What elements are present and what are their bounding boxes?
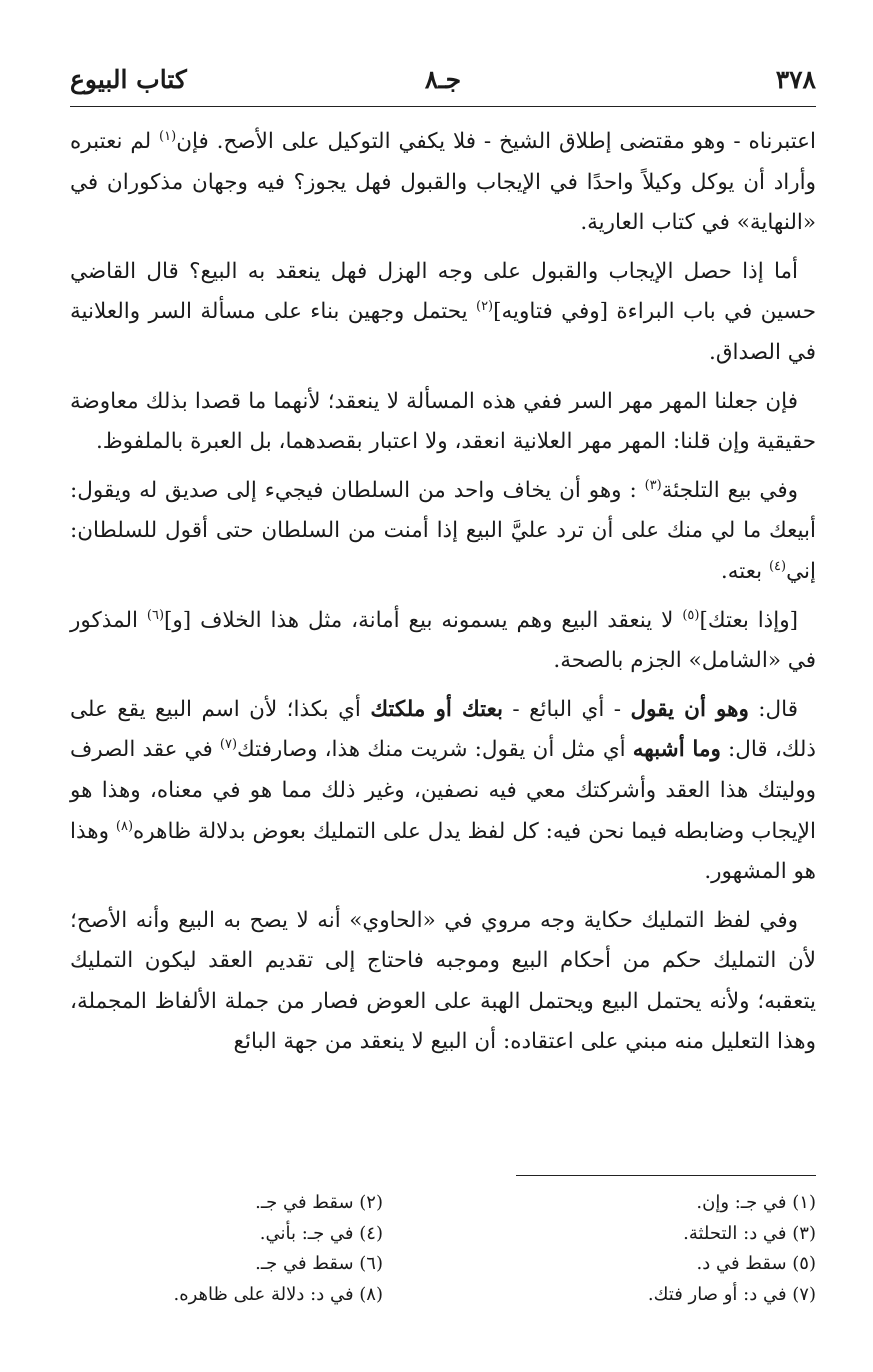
paragraph	[70, 901, 816, 1063]
text-run: يحتمل وجهين بناء على مسألة السر والعلانية في الصداق.	[70, 299, 816, 365]
footnote-row	[70, 1249, 816, 1280]
text-run: المذكور في «الشامل» الجزم بالصحة.	[70, 607, 816, 674]
footnote-marker: (٦)	[146, 607, 165, 623]
footnote-separator	[516, 1175, 816, 1176]
footnote-marker: (٣)	[644, 477, 662, 493]
text-run: قال:	[748, 696, 798, 722]
footnote: (٦) سقط في جـ.	[255, 1253, 383, 1274]
text-run: وفي بيع التلجئة	[661, 477, 798, 503]
book-title: كتاب البيوع	[70, 65, 187, 94]
footnote-row	[70, 1219, 816, 1250]
text-run: لا ينعقد البيع وهم يسمونه بيع أمانة، مثل هذا الخلاف [و]	[164, 607, 683, 633]
footnote: (٤) في جـ: بأني.	[259, 1222, 383, 1244]
text-run: بعته.	[720, 558, 769, 584]
header-rule	[70, 106, 816, 107]
text-run: - أي البائع -	[502, 696, 631, 722]
text-run: [وإذا بعتك]	[699, 607, 798, 633]
footnote: (٢) سقط في جـ.	[255, 1192, 383, 1213]
paragraph	[70, 690, 816, 893]
footnote-row	[70, 1188, 816, 1219]
text-run: وفي لفظ التمليك حكاية وجه مروي في «الحاوي» أنه لا يصح به البيع وأنه الأصح؛ لأن التمليك حكم من أحكام البيع وموجبه فاحتاج إلى تقديم العقد ليكون التمليك يتعقبه؛ ولأنه يحتمل البيع ويحتمل الهبة على العوض فصار من جملة الألفاظ المجملة، وهذا التعليل منه مبني على اعتقاده: أن البيع لا ينعقد من جهة البائع	[70, 907, 816, 1055]
footnote: (٧) في د: أو صار فتك.	[647, 1283, 816, 1305]
footnote-marker: (٧)	[219, 737, 238, 753]
text-run: أي بكذا؛ لأن اسم البيع يقع على ذلك، قال:	[70, 696, 817, 763]
footnote: (١) في جـ: وإن.	[696, 1192, 816, 1213]
text-run: أما إذا حصل الإيجاب والقبول على وجه الهزل فهل ينعقد به البيع؟ قال القاضي حسين في باب البراءة [وفي فتاويه]	[70, 258, 816, 325]
footnote: (٥) سقط في د.	[696, 1253, 816, 1274]
text-run: فإن جعلنا المهر مهر السر ففي هذه المسألة لا ينعقد؛ لأنهما ما قصدا بذلك معاوضة حقيقية وإن قلنا: المهر مهر العلانية انعقد، ولا اعتبار بقصدهما، بل العبرة بالملفوظ.	[70, 388, 816, 455]
paragraph	[70, 122, 816, 244]
footnote-marker: (٢)	[475, 299, 494, 315]
text-run: لم نعتبره وأراد أن يوكل وكيلاً واحدًا في الإيجاب والقبول فهل يجوز؟ فيه وجهان مذكوران في «النهاية» في كتاب العارية.	[70, 129, 816, 236]
footnote-marker: (١)	[159, 128, 177, 144]
footnotes	[70, 1188, 816, 1310]
footnote: (٣) في د: التحلثة.	[683, 1222, 816, 1244]
text-run: وهذا هو المشهور.	[70, 818, 816, 885]
footnote-row	[70, 1280, 816, 1311]
paragraph	[70, 252, 816, 374]
text-run: : وهو أن يخاف واحد من السلطان فيجيء إلى صديق له ويقول: أبيعك ما لي منك على أن ترد عليَّ البيع إذا أمنت من السلطان حتى أقول للسلطان: إني	[70, 477, 816, 584]
bold-matn-text: بعتك أو ملكتك	[370, 696, 503, 722]
footnote-marker: (٨)	[115, 818, 134, 834]
paragraph	[70, 471, 816, 593]
volume-label: جـ٨	[424, 65, 462, 94]
paragraph	[70, 601, 816, 682]
running-header	[70, 62, 816, 102]
bold-matn-text: وهو أن يقول	[630, 696, 749, 722]
footnote-marker: (٥)	[682, 607, 700, 623]
page-number: ٣٧٨	[775, 65, 816, 94]
footnote: (٨) في د: دلالة على ظاهره.	[173, 1283, 383, 1305]
paragraph	[70, 382, 816, 463]
text-run: في عقد الصرف ووليتك هذا العقد وأشركتك معي فيه نصفين، وغير ذلك مما هو في معناه، وهذا هو الإيجاب وضابطه فيما نحن فيه: كل لفظ يدل على التمليك بعوض بدلالة ظاهره	[70, 737, 816, 844]
text-run: اعتبرناه - وهو مقتضى إطلاق الشيخ - فلا يكفي التوكيل على الأصح. فإن	[176, 129, 816, 154]
footnote-marker: (٤)	[768, 558, 787, 574]
text-run: أي مثل أن يقول: شريت منك هذا، وصارفتك	[237, 737, 633, 763]
bold-matn-text: وما أشبهه	[632, 737, 721, 763]
main-text	[70, 122, 816, 1071]
